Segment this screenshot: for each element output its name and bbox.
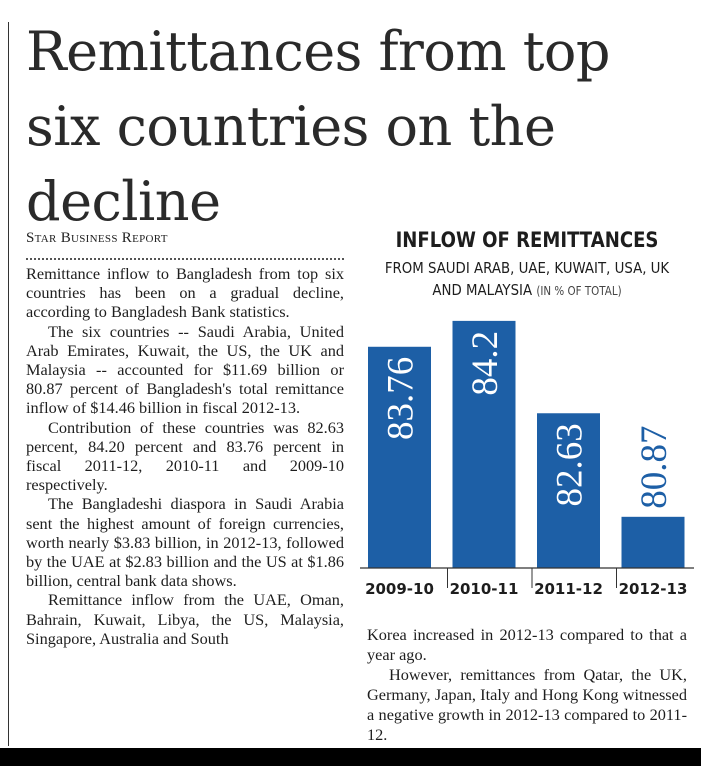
chart-title: INFLOW OF REMITTANCES <box>395 228 659 252</box>
bar-value-label: 82.63 <box>549 423 591 507</box>
chart-subtitle <box>379 257 675 302</box>
headline: Remittances from top six countries on the decline <box>26 20 610 233</box>
body-paragraph: Contribution of these countries was 82.63 percent, 84.20 percent and 83.76 percent in fiscal 2011-12, 2010-11 and 2009-10 respectively. <box>26 417 344 495</box>
bar-2012-13 <box>622 517 685 568</box>
article-body-right <box>367 625 687 745</box>
x-tick-label: 2012-13 <box>618 580 688 598</box>
page-bottom-bar <box>0 748 701 766</box>
body-paragraph: Remittance inflow from the UAE, Oman, Bahrain, Kuwait, Libya, the US, Malaysia, Singapore, Australia and South <box>26 590 344 648</box>
body-paragraph: However, remittances from Qatar, the UK, Germany, Japan, Italy and Hong Kong witnessed a negative growth in 2012-13 compared to 2011-12. <box>367 665 687 744</box>
column-rule <box>8 22 9 746</box>
chart-subtitle-note: (IN % OF TOTAL) <box>536 284 622 298</box>
x-tick-label: 2009-10 <box>365 580 434 598</box>
bar-chart <box>360 300 694 605</box>
body-paragraph: Remittance inflow to Bangladesh from top six countries has been on a gradual decline, according to Bangladesh Bank statistics. <box>26 264 344 322</box>
bar-value-label: 80.87 <box>634 425 675 509</box>
byline: Star Business Report <box>26 230 168 246</box>
bar-value-label: 84.2 <box>465 330 506 396</box>
body-paragraph: The Bangladeshi diaspora in Saudi Arabia sent the highest amount of foreign currencies, worth nearly $3.83 billion, in 2012-13, followed by the UAE at $2.83 billion and the US at $1.86 billion, central bank data shows. <box>26 494 344 591</box>
x-tick-label: 2010-11 <box>449 580 519 598</box>
chart-subtitle-text: FROM SAUDI ARAB, UAE, KUWAIT, USA, UK AND MALAYSIA <box>384 259 670 299</box>
body-paragraph: The six countries -- Saudi Arabia, United Arab Emirates, Kuwait, the US, the UK and Malaysia -- accounted for $11.69 billion or 80.87 percent of Bangladesh's total remittance inflow of $14.46 billion in fiscal 2012-13. <box>26 321 344 418</box>
x-tick-label: 2011-12 <box>534 580 603 598</box>
article-body-left <box>26 264 344 648</box>
body-paragraph: Korea increased in 2012-13 compared to that a year ago. <box>367 625 687 664</box>
bar-value-label: 83.76 <box>380 356 422 441</box>
byline-divider <box>26 258 344 260</box>
